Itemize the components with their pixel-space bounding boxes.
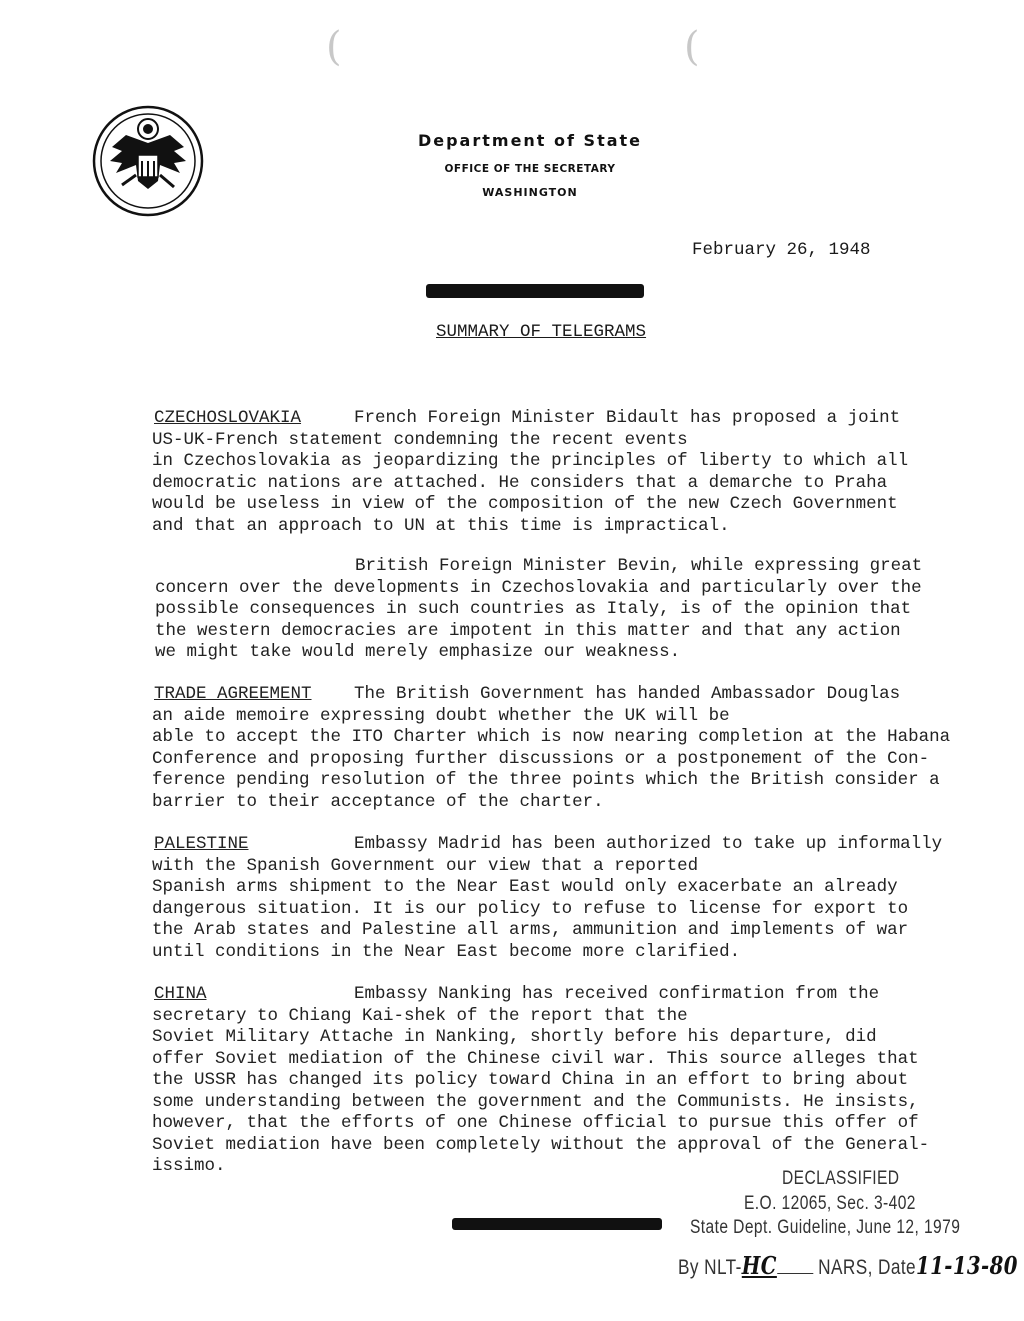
stamp-declassified: DECLASSIFIED <box>782 1168 900 1189</box>
punch-mark-left: ( <box>326 24 342 70</box>
section-text: Embassy Nanking has received confirmation from the secretary to Chiang Kai-shek of the report that the Soviet Military Attache in Nanking, shortly before his departure, did offer Soviet mediation of the Chinese civil war. This source alleges that the USSR has changed its policy toward China in an effort to bring about some understanding between the government and the Communists. He insists, however, that the efforts of one Chinese official to pursue this offer of Soviet mediation have been completely without the approval of the General- issimo. <box>152 984 930 1176</box>
section-czechoslovakia-paragraph-2: British Foreign Minister Bevin, while expressing great concern over the developments in Czechoslovakia and particularly over the possible consequences in such countries as Italy, is of the opinion that the western democracies are impotent in this matter and that any action we might take would merely emphasize our weakness. <box>155 556 923 662</box>
section-czechoslovakia <box>152 408 972 537</box>
stamp-eo-reference: E.O. 12065, Sec. 3-402 <box>744 1193 916 1214</box>
stamp-handwritten-date: 11-13-80 <box>916 1251 1018 1280</box>
stamp-guideline: State Dept. Guideline, June 12, 1979 <box>690 1217 961 1238</box>
section-label: TRADE AGREEMENT <box>154 684 312 704</box>
stamp-handwritten-initials: HC <box>741 1251 777 1280</box>
document-date: February 26, 1948 <box>692 240 871 260</box>
punch-mark-right: ( <box>684 24 700 70</box>
document-title: SUMMARY OF TELEGRAMS <box>436 322 647 342</box>
section-text: French Foreign Minister Bidault has proposed a joint US-UK-French statement condemning the recent events in Czechoslovakia as jeopardizing the principles of liberty to which all democratic nations are attached. He considers that a demarche to Praha would be useless in view of the composition of the new Czech Government and that an approach to UN at this time is impractical. <box>152 408 909 536</box>
section-label: CHINA <box>154 984 207 1004</box>
stamp-authorization <box>678 1251 1018 1280</box>
redaction-bar-top <box>426 284 644 298</box>
section-text: Embassy Madrid has been authorized to take up informally with the Spanish Government our view that a reported Spanish arms shipment to the Near East would only exacerbate an already dangerous situation. It is our policy to refuse to license for export to the Arab states and Palestine all arms, ammunition and implements of war until conditions in the Near East become more clarified. <box>152 834 943 962</box>
department-seal-icon <box>92 105 204 217</box>
section-label: CZECHOSLOVAKIA <box>154 408 302 428</box>
section-china <box>152 984 972 1178</box>
letterhead-department: Department of State <box>417 131 643 150</box>
section-palestine <box>152 834 972 963</box>
section-trade-agreement <box>152 684 972 813</box>
letterhead-office: OFFICE OF THE SECRETARY <box>444 163 616 175</box>
stamp-by-label: By NLT- <box>678 1256 742 1279</box>
section-label: PALESTINE <box>154 834 249 854</box>
section-text: The British Government has handed Ambassador Douglas an aide memoire expressing doubt whether the UK will be able to accept the ITO Charter which is now nearing completion at the Habana Conference and proposing further discussions or a postponement of the Con- ference pending resolution of the three points which the British consider a barrier to their acceptance of the charter. <box>152 684 951 812</box>
redaction-bar-bottom <box>452 1218 662 1230</box>
stamp-nars-label: NARS, Date <box>818 1256 917 1279</box>
letterhead-city: WASHINGTON <box>482 186 578 199</box>
